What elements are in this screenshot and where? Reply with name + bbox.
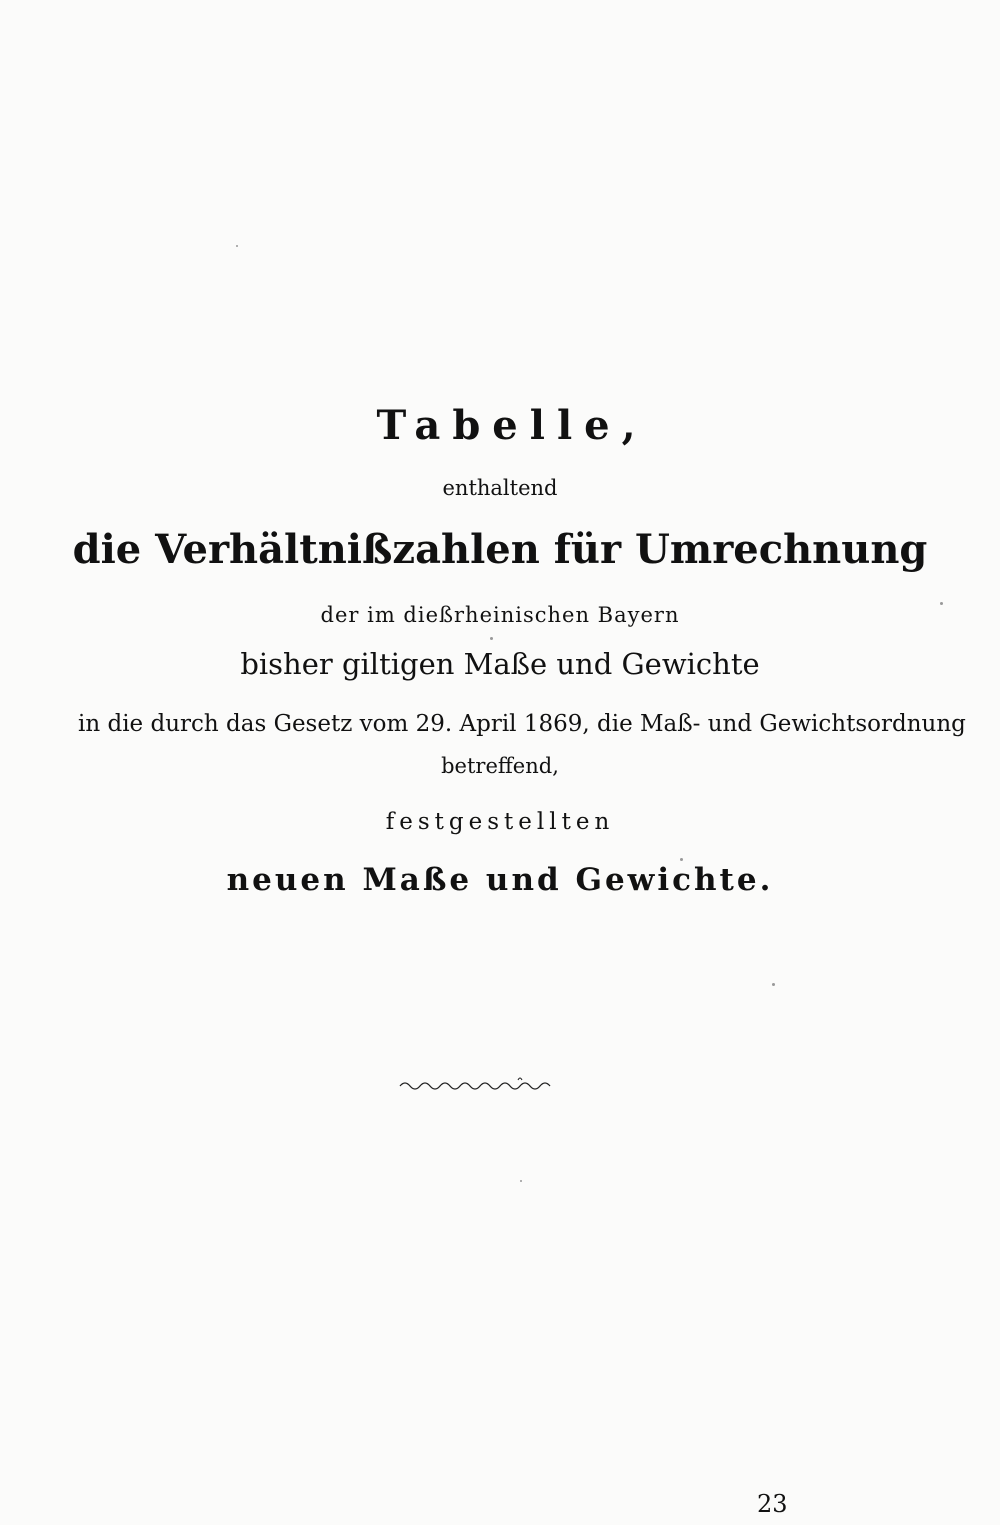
scan-speck [680,858,683,861]
scan-speck [772,983,775,986]
document-title: Tabelle, [376,402,648,449]
betreffend-line: betreffend, [441,754,559,778]
region-line: der im dießrheinischen Bayern [320,603,680,627]
main-heading: die Verhältnißzahlen für Umrechnung [72,526,928,573]
scan-speck [236,245,238,247]
wavy-rule-ornament-icon [398,1074,558,1094]
festgestellten-line: festgestellten [385,809,615,835]
scan-speck [520,1180,522,1182]
page-number: 23 [757,1490,788,1518]
subtitle-enthaltend: enthaltend [442,476,558,500]
bisher-line: bisher giltigen Maße und Gewichte [240,647,760,681]
final-line: neuen Maße und Gewichte. [226,862,774,898]
scan-speck [940,602,943,605]
scan-speck [490,637,493,640]
law-reference-line: in die durch das Gesetz vom 29. April 1869, die Maß- und Gewichtsordnung [78,711,966,737]
